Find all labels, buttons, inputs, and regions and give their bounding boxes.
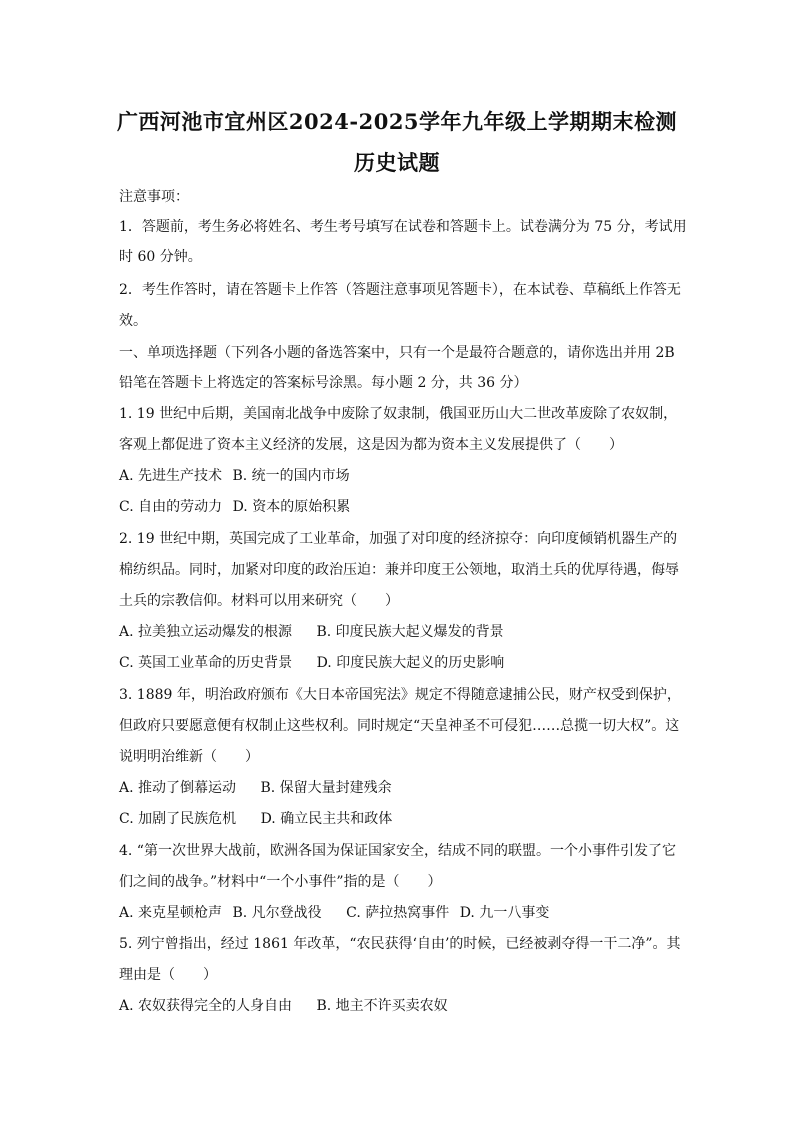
question-1-option-b: B. 统一的国内市场 bbox=[232, 468, 350, 484]
notice-item-2-line-1: 2．考生作答时，请在答题卡上作答（答题注意事项见答题卡），在本试卷、草稿纸上作答无 bbox=[119, 282, 681, 298]
question-3-option-b: B. 保留大量封建残余 bbox=[260, 780, 392, 796]
question-1-option-a: A. 先进生产技术 bbox=[119, 468, 223, 484]
question-5-line-2: 理由是（ ） bbox=[119, 967, 217, 983]
question-1-option-d: D. 资本的原始积累 bbox=[232, 499, 351, 515]
question-1-options-row-2 bbox=[119, 498, 350, 516]
question-3-option-c: C. 加剧了民族危机 bbox=[119, 811, 237, 827]
question-1-option-c: C. 自由的劳动力 bbox=[119, 499, 223, 515]
question-2-line-3: 土兵的宗教信仰。材料可以用来研究（ ） bbox=[119, 593, 399, 609]
question-5-option-a: A. 农奴获得完全的人身自由 bbox=[119, 998, 293, 1014]
question-2-option-a: A. 拉美独立运动爆发的根源 bbox=[119, 624, 293, 640]
question-3-line-3: 说明明治维新（ ） bbox=[119, 749, 259, 765]
question-2-options-row-1 bbox=[119, 623, 504, 641]
question-4-option-d: D. 九一八事变 bbox=[459, 905, 550, 921]
section-1-instruction-line-1: 一、单项选择题（下列各小题的备选答案中，只有一个是最符合题意的，请你选出并用 2B bbox=[119, 345, 675, 361]
question-3-line-2: 但政府只要愿意便有权制止这些权利。同时规定“天皇神圣不可侵犯……总揽一切大权”。这 bbox=[119, 718, 680, 734]
question-5-line-1: 5. 列宁曾指出，经过 1861 年改革，“农民获得‘自由’的时候，已经被剥夺得一干二净”。其 bbox=[119, 936, 681, 952]
notice-heading: 注意事项： bbox=[119, 189, 189, 205]
question-4-option-b: B. 凡尔登战役 bbox=[232, 905, 322, 921]
question-2-option-c: C. 英国工业革命的历史背景 bbox=[119, 655, 293, 671]
question-1-options-row-1 bbox=[119, 467, 350, 485]
question-2-option-d: D. 印度民族大起义的历史影响 bbox=[316, 655, 505, 671]
question-3-options-row-2 bbox=[119, 810, 392, 828]
question-3-line-1: 3. 1889 年，明治政府颁布《大日本帝国宪法》规定不得随意逮捕公民，财产权受到保护， bbox=[119, 687, 681, 703]
notice-item-2-line-2: 效。 bbox=[119, 313, 147, 329]
section-1-instruction-line-2: 铅笔在答题卡上将选定的答案标号涂黑。每小题 2 分，共 36 分） bbox=[119, 375, 528, 391]
question-1-line-2: 客观上都促进了资本主义经济的发展，这是因为都为资本主义发展提供了（ ） bbox=[119, 437, 623, 453]
question-3-options-row-1 bbox=[119, 779, 392, 797]
question-4-options-row bbox=[119, 904, 549, 922]
question-1-line-1: 1. 19 世纪中后期，美国南北战争中废除了奴隶制，俄国亚历山大二世改革废除了农奴制， bbox=[119, 406, 678, 422]
question-2-line-2: 棉纺织品。同时，加紧对印度的政治压迫：兼并印度王公领地，取消土兵的优厚待遇，侮辱 bbox=[119, 562, 679, 578]
question-5-options-row-1 bbox=[119, 997, 448, 1015]
exam-subtitle: 历史试题 bbox=[354, 150, 440, 175]
question-5-option-b: B. 地主不许买卖农奴 bbox=[316, 998, 448, 1014]
notice-item-1-line-2: 时 60 分钟。 bbox=[119, 249, 202, 265]
question-2-options-row-2 bbox=[119, 654, 504, 672]
question-2-line-1: 2. 19 世纪中期，英国完成了工业革命，加强了对印度的经济掠夺：向印度倾销机器生产的 bbox=[119, 531, 678, 547]
question-3-option-d: D. 确立民主共和政体 bbox=[260, 811, 393, 827]
question-4-line-1: 4. “第一次世界大战前，欧洲各国为保证国家安全，结成不同的联盟。一个小事件引发了它 bbox=[119, 843, 676, 859]
question-4-line-2: 们之间的战争。”材料中“一个小事件”指的是（ ） bbox=[119, 874, 442, 890]
question-4-option-a: A. 来克星顿枪声 bbox=[119, 905, 223, 921]
exam-title: 广西河池市宜州区2024-2025学年九年级上学期期末检测 bbox=[116, 109, 678, 134]
notice-item-1-line-1: 1．答题前，考生务必将姓名、考生考号填写在试卷和答题卡上。试卷满分为 75 分，考试用 bbox=[119, 219, 687, 235]
question-3-option-a: A. 推动了倒幕运动 bbox=[119, 780, 237, 796]
question-2-option-b: B. 印度民族大起义爆发的背景 bbox=[316, 624, 504, 640]
question-4-option-c: C. 萨拉热窝事件 bbox=[346, 905, 450, 921]
